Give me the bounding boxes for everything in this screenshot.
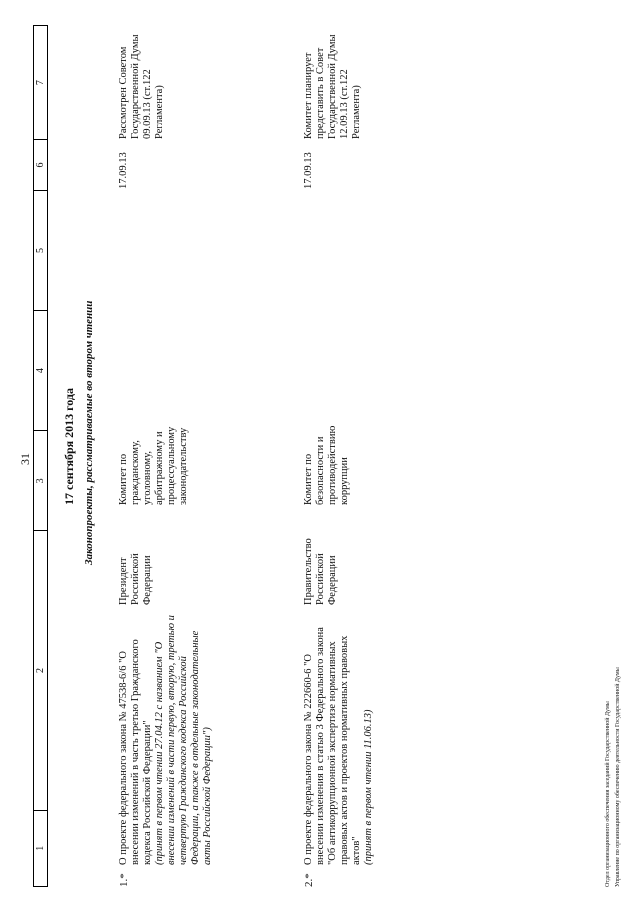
row-1-title: О проекте федерального закона № 47538-6/6 "О внесении изменений в часть третью Гражданского кодекса Российской Федерации" bbox=[118, 639, 153, 865]
column-header-1: 1 bbox=[34, 810, 47, 886]
date-heading: 17 сентября 2013 года bbox=[62, 388, 76, 505]
row-1-bill bbox=[118, 615, 214, 865]
column-header-6: 6 bbox=[34, 139, 47, 190]
footer-line-1: Отдел организационного обеспечения заседаний Государственной Думы bbox=[605, 701, 611, 887]
column-header-row bbox=[33, 25, 48, 887]
row-1-committee: Комитет по гражданскому, уголовному, арбитражному и процессуальному законодательству bbox=[118, 426, 189, 505]
column-header-3: 3 bbox=[34, 430, 47, 530]
row-2-status: Комитет планирует представить в Совет Государственной Думы 12.09.13 (ст.122 Регламента) bbox=[303, 34, 362, 139]
row-2-bill bbox=[303, 615, 375, 865]
row-2-date: 17.09.13 bbox=[303, 152, 314, 189]
row-2-committee: Комитет по безопасности и противодействию коррупции bbox=[303, 425, 350, 505]
row-1-date: 17.09.13 bbox=[118, 152, 129, 189]
row-1-note: (принят в первом чтении 27.04.12 с названием "О внесении изменений в части первую, вторую, третью и четвертую Гражданского кодекса Российской Федерации, а также в отдельные законодательные акты Российской Федерации") bbox=[154, 615, 213, 865]
page-number: 31 bbox=[18, 453, 32, 465]
row-1-status: Рассмотрен Советом Государственной Думы 09.09.13 (ст.122 Регламента) bbox=[118, 34, 165, 139]
footer-line-2: Управление по организационному обеспечению деятельности Государственной Думы bbox=[615, 667, 621, 887]
row-1-number: 1.* bbox=[118, 873, 130, 887]
column-header-4: 4 bbox=[34, 310, 47, 430]
column-header-2: 2 bbox=[34, 530, 47, 809]
section-title: Законопроекты, рассматриваемые во втором чтении bbox=[83, 300, 95, 565]
row-2-title: О проекте федерального закона № 222660-6 "О внесении изменения в статью 3 Федерального закона "Об антикоррупционной экспертизе нормативных правовых актов и проектов нормативных правовых актов" bbox=[303, 627, 362, 865]
row-1-initiator: Президент Российской Федерации bbox=[118, 553, 153, 605]
column-header-7: 7 bbox=[35, 80, 46, 86]
column-header-5: 5 bbox=[34, 190, 47, 310]
row-2-note: (принят в первом чтении 11.06.13) bbox=[363, 709, 374, 865]
row-2-initiator: Правительство Российской Федерации bbox=[303, 538, 338, 605]
row-2-number: 2.* bbox=[303, 873, 315, 887]
